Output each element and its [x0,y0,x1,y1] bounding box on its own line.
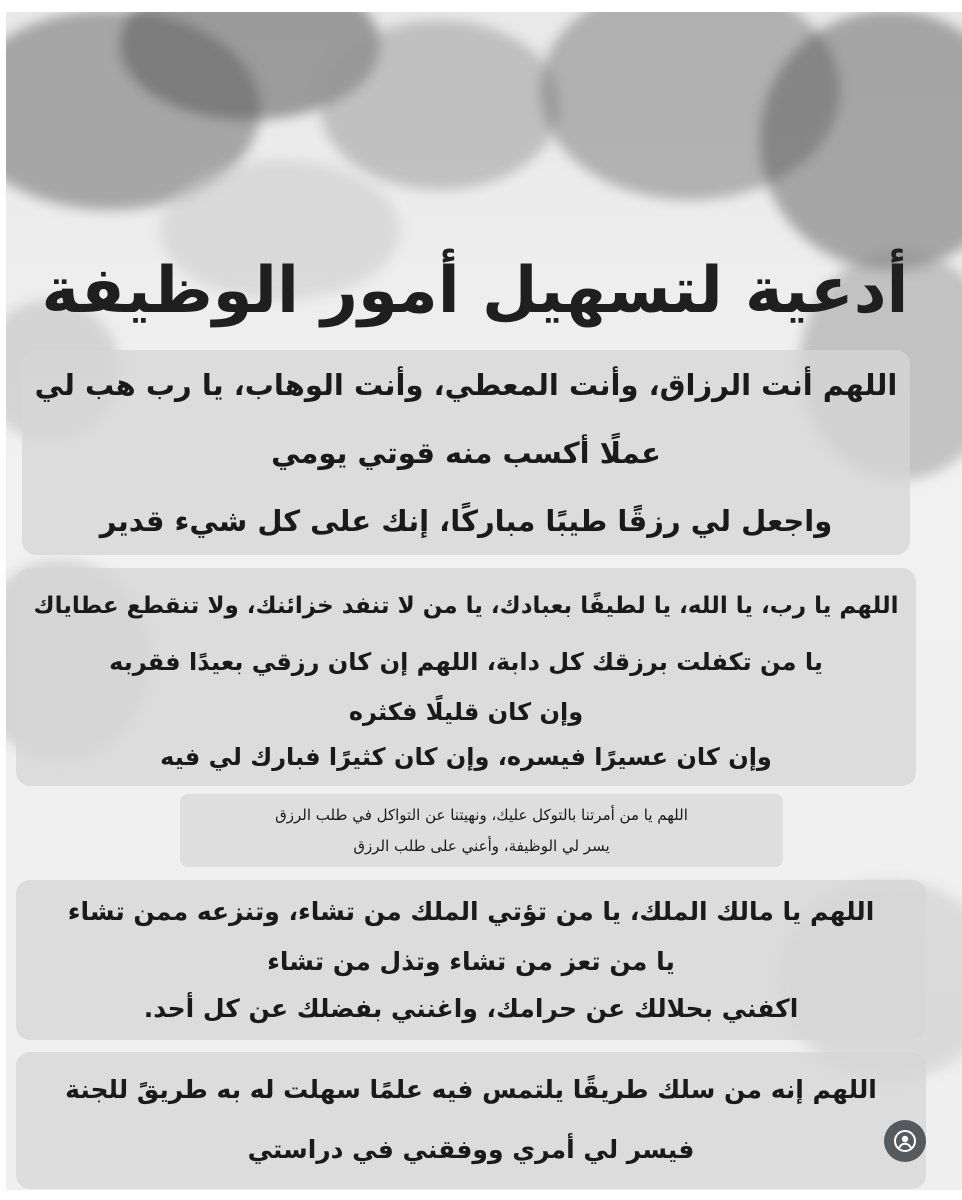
prayer-line: اكفني بحلالك عن حرامك، واغنني بفضلك عن كل أحد. [143,994,799,1023]
prayer-line: يا من تكفلت برزقك كل دابة، اللهم إن كان رزقي بعيدًا فقربه [109,648,823,676]
prayer-line: وإن كان عسيرًا فيسره، وإن كان كثيرًا فبارك لي فيه [160,743,772,771]
prayer-line: اللهم يا من أمرتنا بالتوكل عليك، ونهيتنا عن التواكل في طلب الرزق [275,806,688,824]
prayer-line: عملًا أكسب منه قوتي يومي [271,436,661,470]
prayer-line: يا من تعز من تشاء وتذل من تشاء [267,947,675,976]
prayer-block-3 [180,794,783,867]
bottom-border [0,1190,962,1200]
page-title: أدعية لتسهيل أمور الوظيفة [41,254,909,328]
prayer-block-5 [16,1052,926,1189]
top-border [0,0,962,12]
prayer-block-1 [22,350,910,555]
prayer-line: اللهم أنت الرزاق، وأنت المعطي، وأنت الوهاب، يا رب هب لي [34,368,898,402]
prayer-line: اللهم يا رب، يا الله، يا لطيفًا بعبادك، يا من لا تنفد خزائنك، ولا تنقطع عطاياك [33,593,899,619]
prayer-block-4 [16,880,926,1040]
prayer-line: يسر لي الوظيفة، وأعني على طلب الرزق [353,837,610,855]
prayer-line: واجعل لي رزقًا طيبًا مباركًا، إنك على كل شيء قدير [99,504,833,538]
person-circle-icon [893,1129,917,1153]
prayer-line: فيسر لي أمري ووفقني في دراستي [247,1135,695,1164]
prayer-block-2 [16,568,916,786]
prayer-line: اللهم إنه من سلك طريقًا يلتمس فيه علمًا سهلت له به طريقً للجنة [65,1075,877,1104]
prayer-line: وإن كان قليلًا فكثره [348,698,584,726]
profile-button[interactable] [884,1120,926,1162]
left-border [0,0,6,1200]
prayer-line: اللهم يا مالك الملك، يا من تؤتي الملك من تشاء، وتنزعه ممن تشاء [67,897,875,926]
